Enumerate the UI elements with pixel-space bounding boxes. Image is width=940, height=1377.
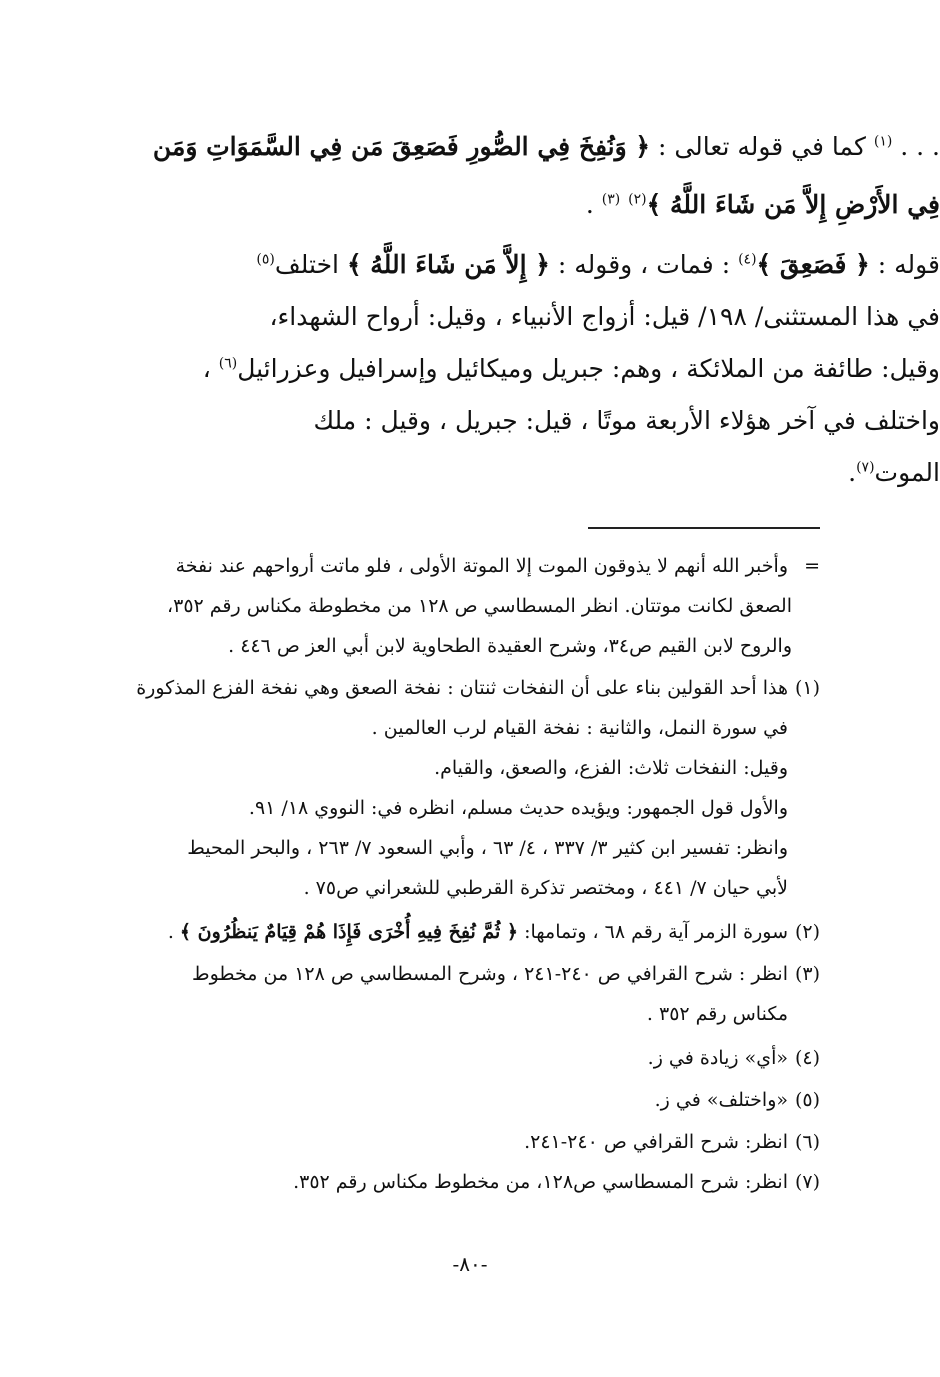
main-text: واختلف في آخر هؤلاء الأربعة موتًا ، قيل: جبريل ، وقيل : ملك [313,406,940,435]
main-text: الموت [874,458,940,487]
footnote-text: وأخبر الله أنهم لا يذوقون الموت إلا الموتة الأولى ، فلو ماتت أرواحهم عند نفخة [175,555,788,577]
footnote-marker: (٦) [794,1131,820,1153]
main-text: قوله : [869,250,940,279]
footnote-text: في سورة النمل، والثانية : نفخة القيام لرب العالمين . [371,717,788,739]
footnote-text: مكناس رقم ٣٥٢ . [646,1003,788,1025]
footnote-text: والأول قول الجمهور: ويؤيده حديث مسلم، انظره في: النووي ١٨/ ٩١. [248,797,788,819]
footnote-text: انظر : شرح القرافي ص ٢٤٠-٢٤١ ، وشرح المسطاسي ص ١٢٨ من مخطوط [192,963,788,985]
main-text: كما في قوله تعالى : [650,132,874,161]
footnote-text: «أي» زيادة في ز. [647,1047,788,1069]
footnote-text: وانظر: تفسير ابن كثير ٣/ ٣٣٧ ، ٤/ ٦٣ ، وأبي السعود ٧/ ٢٦٣ ، والبحر المحيط [187,837,788,859]
footnote-line [120,632,792,660]
main-text: اختلف [274,250,347,279]
footnote-marker: (٢) [794,921,820,943]
main-text: : فمات ، وقوله : [549,250,739,279]
footnote-ref: (٤) [738,251,757,268]
main-line-7 [240,456,940,490]
footnote-text: لأبي حيان ٧/ ٤٤١ ، ومختصر تذكرة القرطبي للشعراني ص٧٥ . [303,877,788,899]
main-text: . [585,190,602,219]
footnote-marker: (٣) [794,963,820,985]
footnote-ref: (١) [873,133,893,150]
footnote-ref: (٣) [601,191,621,208]
main-line-6 [240,404,940,438]
main-text: في هذا المستثنى/ ١٩٨/ قيل: أزواج الأنبياء ، وقيل: أرواح الشهداء، [269,302,940,331]
quran-verse: ﴿ فَصَعِقَ ﴾ [756,250,870,279]
footnote-line [120,1086,820,1114]
footnote-line [120,1128,820,1156]
footnote-marker: (٤) [794,1047,820,1069]
main-text: ، [202,354,219,383]
footnote-line [120,874,788,902]
footnote-text: سورة الزمر آية رقم ٦٨ ، وتمامها: [518,921,788,943]
footnote-line [120,794,788,822]
main-text: وقيل: طائفة من الملائكة ، وهم: جبريل وميكائيل وإسرافيل وعزرائيل [237,354,940,383]
footnote-text: «واختلف» في ز. [654,1089,788,1111]
footnote-line [120,1000,788,1028]
footnote-line [120,1044,820,1072]
footnote-marker: (٧) [794,1171,820,1193]
footnote-divider [588,527,820,529]
footnote-line [120,552,820,580]
footnote-ref: (٥) [256,251,275,268]
footnote-text: والروح لابن القيم ص٣٤، وشرح العقيدة الطحاوية لابن أبي العز ص ٤٤٦ . [228,635,792,657]
main-text: . [848,458,857,487]
quran-verse: ﴿ ثُمَّ نُفِخَ فِيهِ أُخْرَى فَإِذَا هُمْ قِيَامٌ يَنظُرُونَ ﴾ [179,921,519,943]
quran-verse: ﴿ وَنُفِخَ فِي الصُّورِ فَصَعِقَ مَن فِي السَّمَوَاتِ وَمَن [152,132,650,161]
ellipsis: . . . [892,132,940,161]
footnote-ref: (٧) [856,459,875,476]
footnote-text: انظر: شرح المسطاسي ص١٢٨، من مخطوط مكناس رقم ٣٥٢. [293,1171,788,1193]
footnote-marker: = [804,555,820,577]
footnote-line [120,960,820,988]
footnote-line [120,754,788,782]
quran-verse: ﴿ إِلاَّ مَن شَاءَ اللَّهُ ﴾ [346,250,550,279]
main-line-4 [240,300,940,334]
footnote-line [120,674,820,702]
main-line-3 [240,248,940,282]
footnote-text: هذا أحد القولين بناء على أن النفخات ثنتان : نفخة الصعق وهي نفخة الفزع المذكورة [136,677,788,699]
footnote-text: وقيل: النفخات ثلاث: الفزع، والصعق، والقيام. [434,757,788,779]
main-line-2 [240,188,940,222]
main-line-1 [152,130,940,164]
footnote-text: انظر: شرح القرافي ص ٢٤٠-٢٤١. [524,1131,788,1153]
footnote-marker: (٥) [794,1089,820,1111]
footnote-line [120,1168,820,1196]
footnote-line [120,714,788,742]
footnote-line [120,918,820,946]
footnote-ref: (٢) [628,191,647,208]
footnote-ref: (٦) [218,355,238,372]
main-line-5 [202,352,940,386]
footnote-text: . [167,921,180,943]
quran-verse: فِي الأَرْضِ إِلاَّ مَن شَاءَ اللَّهُ ﴾ [646,190,940,219]
page-number: -٨٠- [452,1252,488,1276]
footnote-line [120,592,792,620]
footnote-text: الصعق لكانت موتتان. انظر المسطاسي ص ١٢٨ من مخطوطة مكناس رقم ٣٥٢، [166,595,792,617]
footnote-marker: (١) [794,677,820,699]
footnote-line [120,834,788,862]
